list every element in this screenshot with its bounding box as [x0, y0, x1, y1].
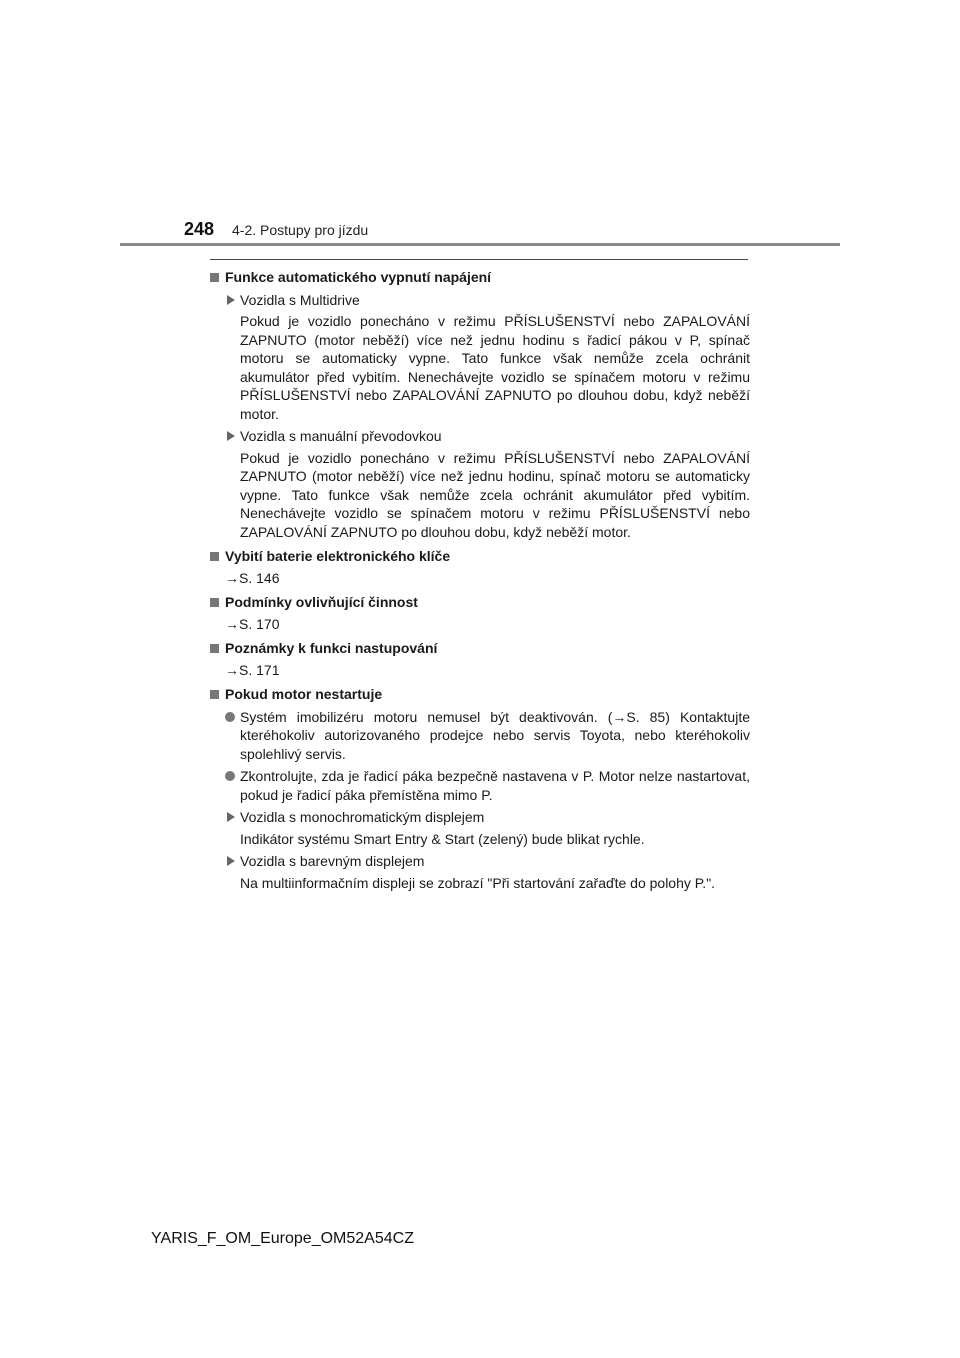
paragraph-mono-display: Indikátor systému Smart Entry & Start (zelený) bude blikat rychle. — [240, 830, 645, 847]
triangle-bullet-icon — [227, 856, 235, 866]
header-rule — [120, 243, 840, 246]
square-bullet-icon — [210, 273, 219, 282]
circle-bullet-icon — [225, 771, 235, 781]
paragraph-multidrive: Pokud je vozidlo ponecháno v režimu PŘÍSLUŠENSTVÍ nebo ZAPALOVÁNÍ ZAPNUTO (motor neběží) více než jednu hodinu s řadicí pákou v P, spínač motoru se automaticky vypne. Tato funkce však nemůže zcela ochránit akumulátor před vybitím. Nenechávejte vozidlo se spínačem motoru v režimu PŘÍSLUŠENSTVÍ nebo ZAPALOVÁNÍ ZAPNUTO po dlouhou dobu, když neběží motor. — [240, 313, 750, 422]
subheading-manual: Vozidla s manuální převodovkou — [210, 427, 750, 446]
page-reference: →S. 171 — [225, 661, 280, 678]
section-heading-auto-power-off: Funkce automatického vypnutí napájení — [210, 268, 750, 287]
square-bullet-icon — [210, 598, 219, 607]
section-heading-engine-not-starting: Pokud motor nestartuje — [210, 685, 750, 704]
section-heading-key-battery: Vybití baterie elektronického klíče — [210, 547, 750, 566]
bullet-immobilizer: Systém imobilizéru motoru nemusel být deaktivován. (→S. 85) Kontaktujte kteréhokoliv autorizovaného prodejce nebo servis Toyota, nebo kteréhokoliv spolehlivý servis. — [210, 708, 750, 764]
subheading-multidrive: Vozidla s Multidrive — [210, 291, 750, 310]
triangle-bullet-icon — [227, 295, 235, 305]
subheading-color-display: Vozidla s barevným displejem — [210, 852, 750, 871]
section-heading-conditions: Podmínky ovlivňující činnost — [210, 593, 750, 612]
content-top-rule — [210, 259, 748, 260]
square-bullet-icon — [210, 644, 219, 653]
page-reference: →S. 146 — [225, 569, 280, 586]
subheading-mono-display: Vozidla s monochromatickým displejem — [210, 808, 750, 827]
footer-doc-id: YARIS_F_OM_Europe_OM52A54CZ — [151, 1230, 414, 1247]
page-reference: →S. 170 — [225, 615, 280, 632]
triangle-bullet-icon — [227, 812, 235, 822]
content — [210, 264, 750, 892]
circle-bullet-icon — [225, 712, 235, 722]
square-bullet-icon — [210, 552, 219, 561]
page-number: 248 — [184, 219, 215, 239]
bullet-shift-lever: Zkontrolujte, zda je řadicí páka bezpečně nastavena v P. Motor nelze nastartovat, pokud je řadicí páka přemístěna mimo P. — [210, 767, 750, 804]
paragraph-color-display: Na multiinformačním displeji se zobrazí "Při startování zařaďte do polohy P.". — [240, 874, 716, 891]
triangle-bullet-icon — [227, 431, 235, 441]
section-title: 4-2. Postupy pro jízdu — [232, 222, 369, 238]
section-heading-entry-notes: Poznámky k funkci nastupování — [210, 639, 750, 658]
paragraph-manual: Pokud je vozidlo ponecháno v režimu PŘÍSLUŠENSTVÍ nebo ZAPALOVÁNÍ ZAPNUTO (motor neběží) více než jednu hodinu, spínač motoru se automaticky vypne. Tato funkce však nemůže zcela ochránit akumulátor před vybitím. Nenechávejte vozidlo se spínačem motoru v režimu PŘÍSLUŠENSTVÍ nebo ZAPALOVÁNÍ ZAPNUTO po dlouhou dobu, když neběží motor. — [240, 449, 750, 540]
square-bullet-icon — [210, 690, 219, 699]
